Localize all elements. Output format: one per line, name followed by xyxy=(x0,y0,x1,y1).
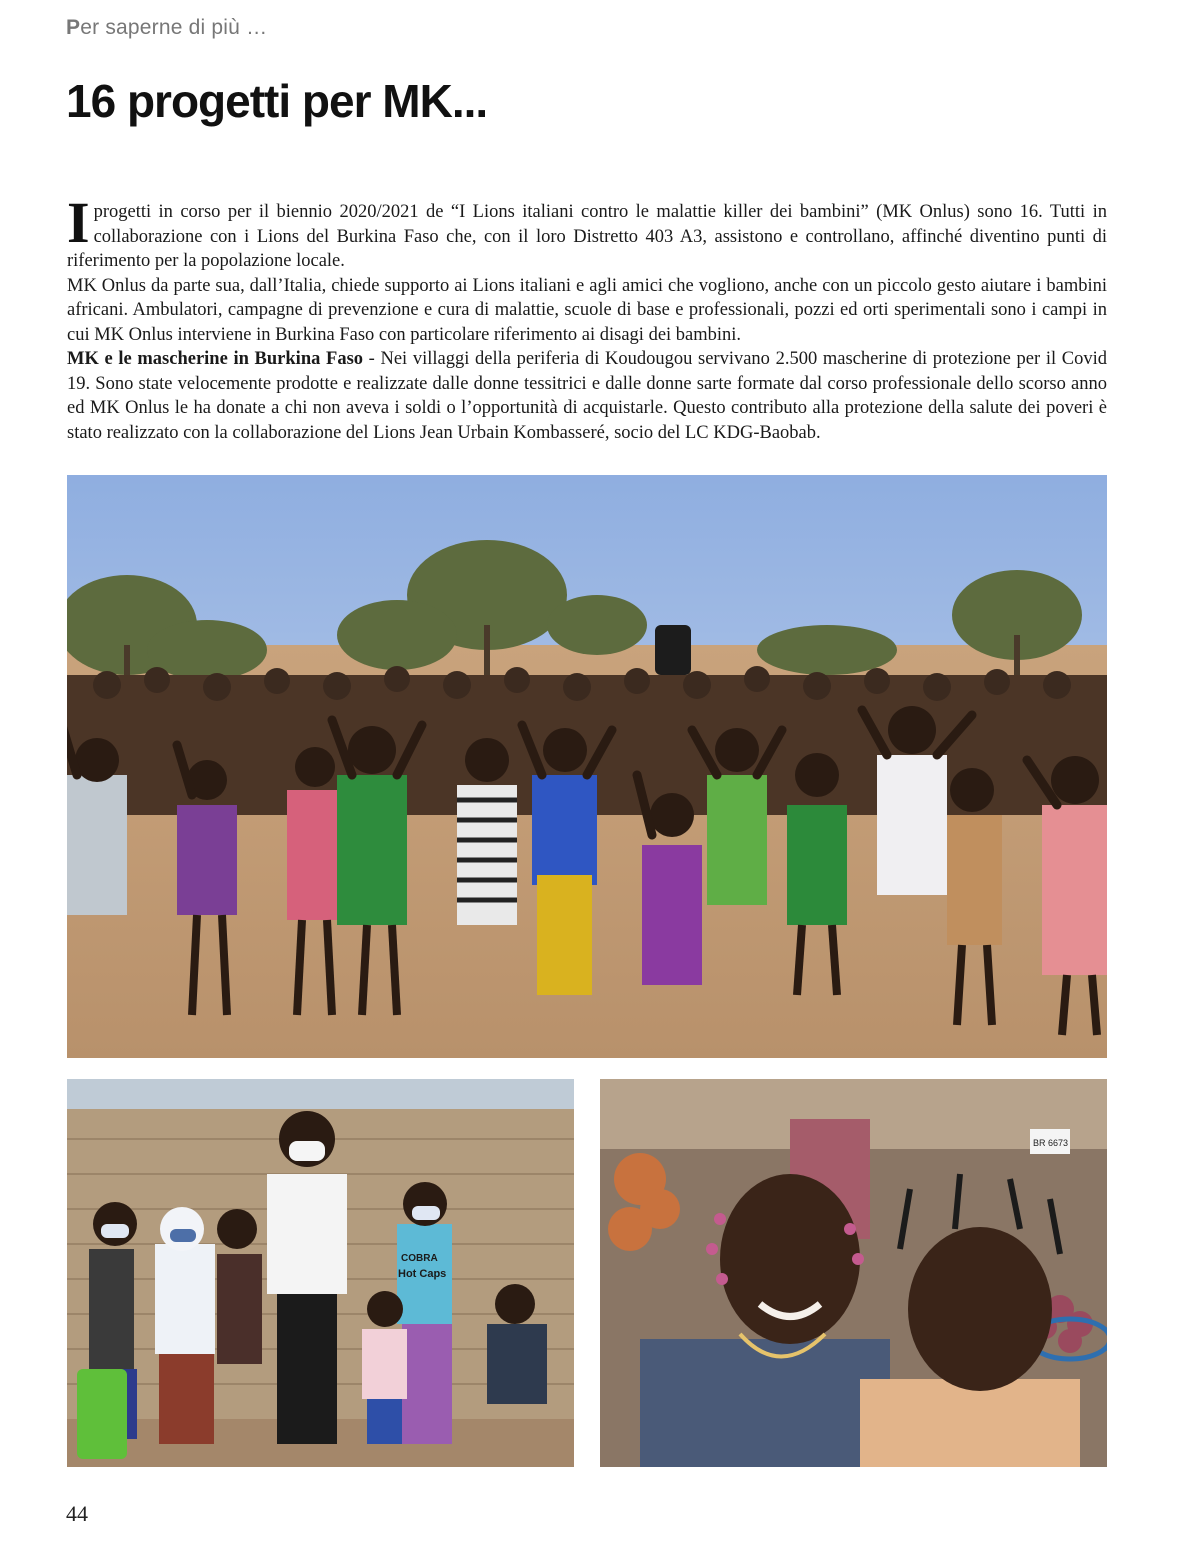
running-head-initial: P xyxy=(66,16,81,39)
photo-children-crowd-image xyxy=(67,475,1107,1058)
plate-text: BR 6673 xyxy=(1033,1138,1069,1148)
drop-cap: I xyxy=(67,190,90,255)
paragraph-support: MK Onlus da parte sua, dall’Italia, chiede supporto ai Lions italiani e agli amici che vogliono, anche con un piccolo gesto aiutare i bambini africani. Ambulatori, campagne di prevenzione e cura di malattie, scuole di base e professionali, pozzi ed orti sperimentali sono i campi in cui MK Onlus interviene in Burkina Faso con particolare riferimento ai disagi dei bambini. xyxy=(67,275,1107,345)
article-body xyxy=(67,190,1107,445)
photo-girls-market-image xyxy=(600,1079,1107,1467)
photo-man-with-children-masks-image xyxy=(67,1079,574,1467)
photo-children-crowd xyxy=(67,475,1107,1058)
page-number: 44 xyxy=(66,1501,88,1526)
shirt-text-cobra: COBRA xyxy=(401,1253,438,1264)
paragraph-intro xyxy=(67,190,1107,274)
paragraph-masks-lead: MK e le mascherine in Burkina Faso xyxy=(67,349,364,369)
article-title: 16 progetti per MK... xyxy=(66,75,488,127)
running-head-text: er saperne di più … xyxy=(80,16,268,39)
shirt-text-hot-caps: Hot Caps xyxy=(398,1268,447,1280)
paragraph-masks-text: - Nei villaggi della periferia di Koudougou servivano 2.500 mascherine di protezione per il Covid 19. Sono state velocemente prodotte e realizzate dalle donne tessitrici e dalle donne sarte formate dal corso professionale dello scorso anno ed MK Onlus le ha donate a chi non aveva i soldi o l’opportunità di acquistarle. Questo contributo alla protezione della salute dei poveri è stato realizzato con la collaborazione del Lions Jean Urbain Kombasseré, socio del LC KDG-Baobab. xyxy=(67,349,1107,443)
paragraph-intro-text: progetti in corso per il biennio 2020/2021 de “I Lions italiani contro le malattie killer dei bambini” (MK Onlus) sono 16. Tutti in collaborazione con i Lions del Burkina Faso che, con il loro Distretto 403 A3, assistono e controllano, affinché diventino punti di riferimento per la popolazione locale. xyxy=(67,202,1107,271)
running-head xyxy=(66,16,267,40)
paragraph-masks xyxy=(67,347,1107,445)
photo-girls-market xyxy=(600,1079,1107,1467)
photo-man-with-children-masks xyxy=(67,1079,574,1467)
